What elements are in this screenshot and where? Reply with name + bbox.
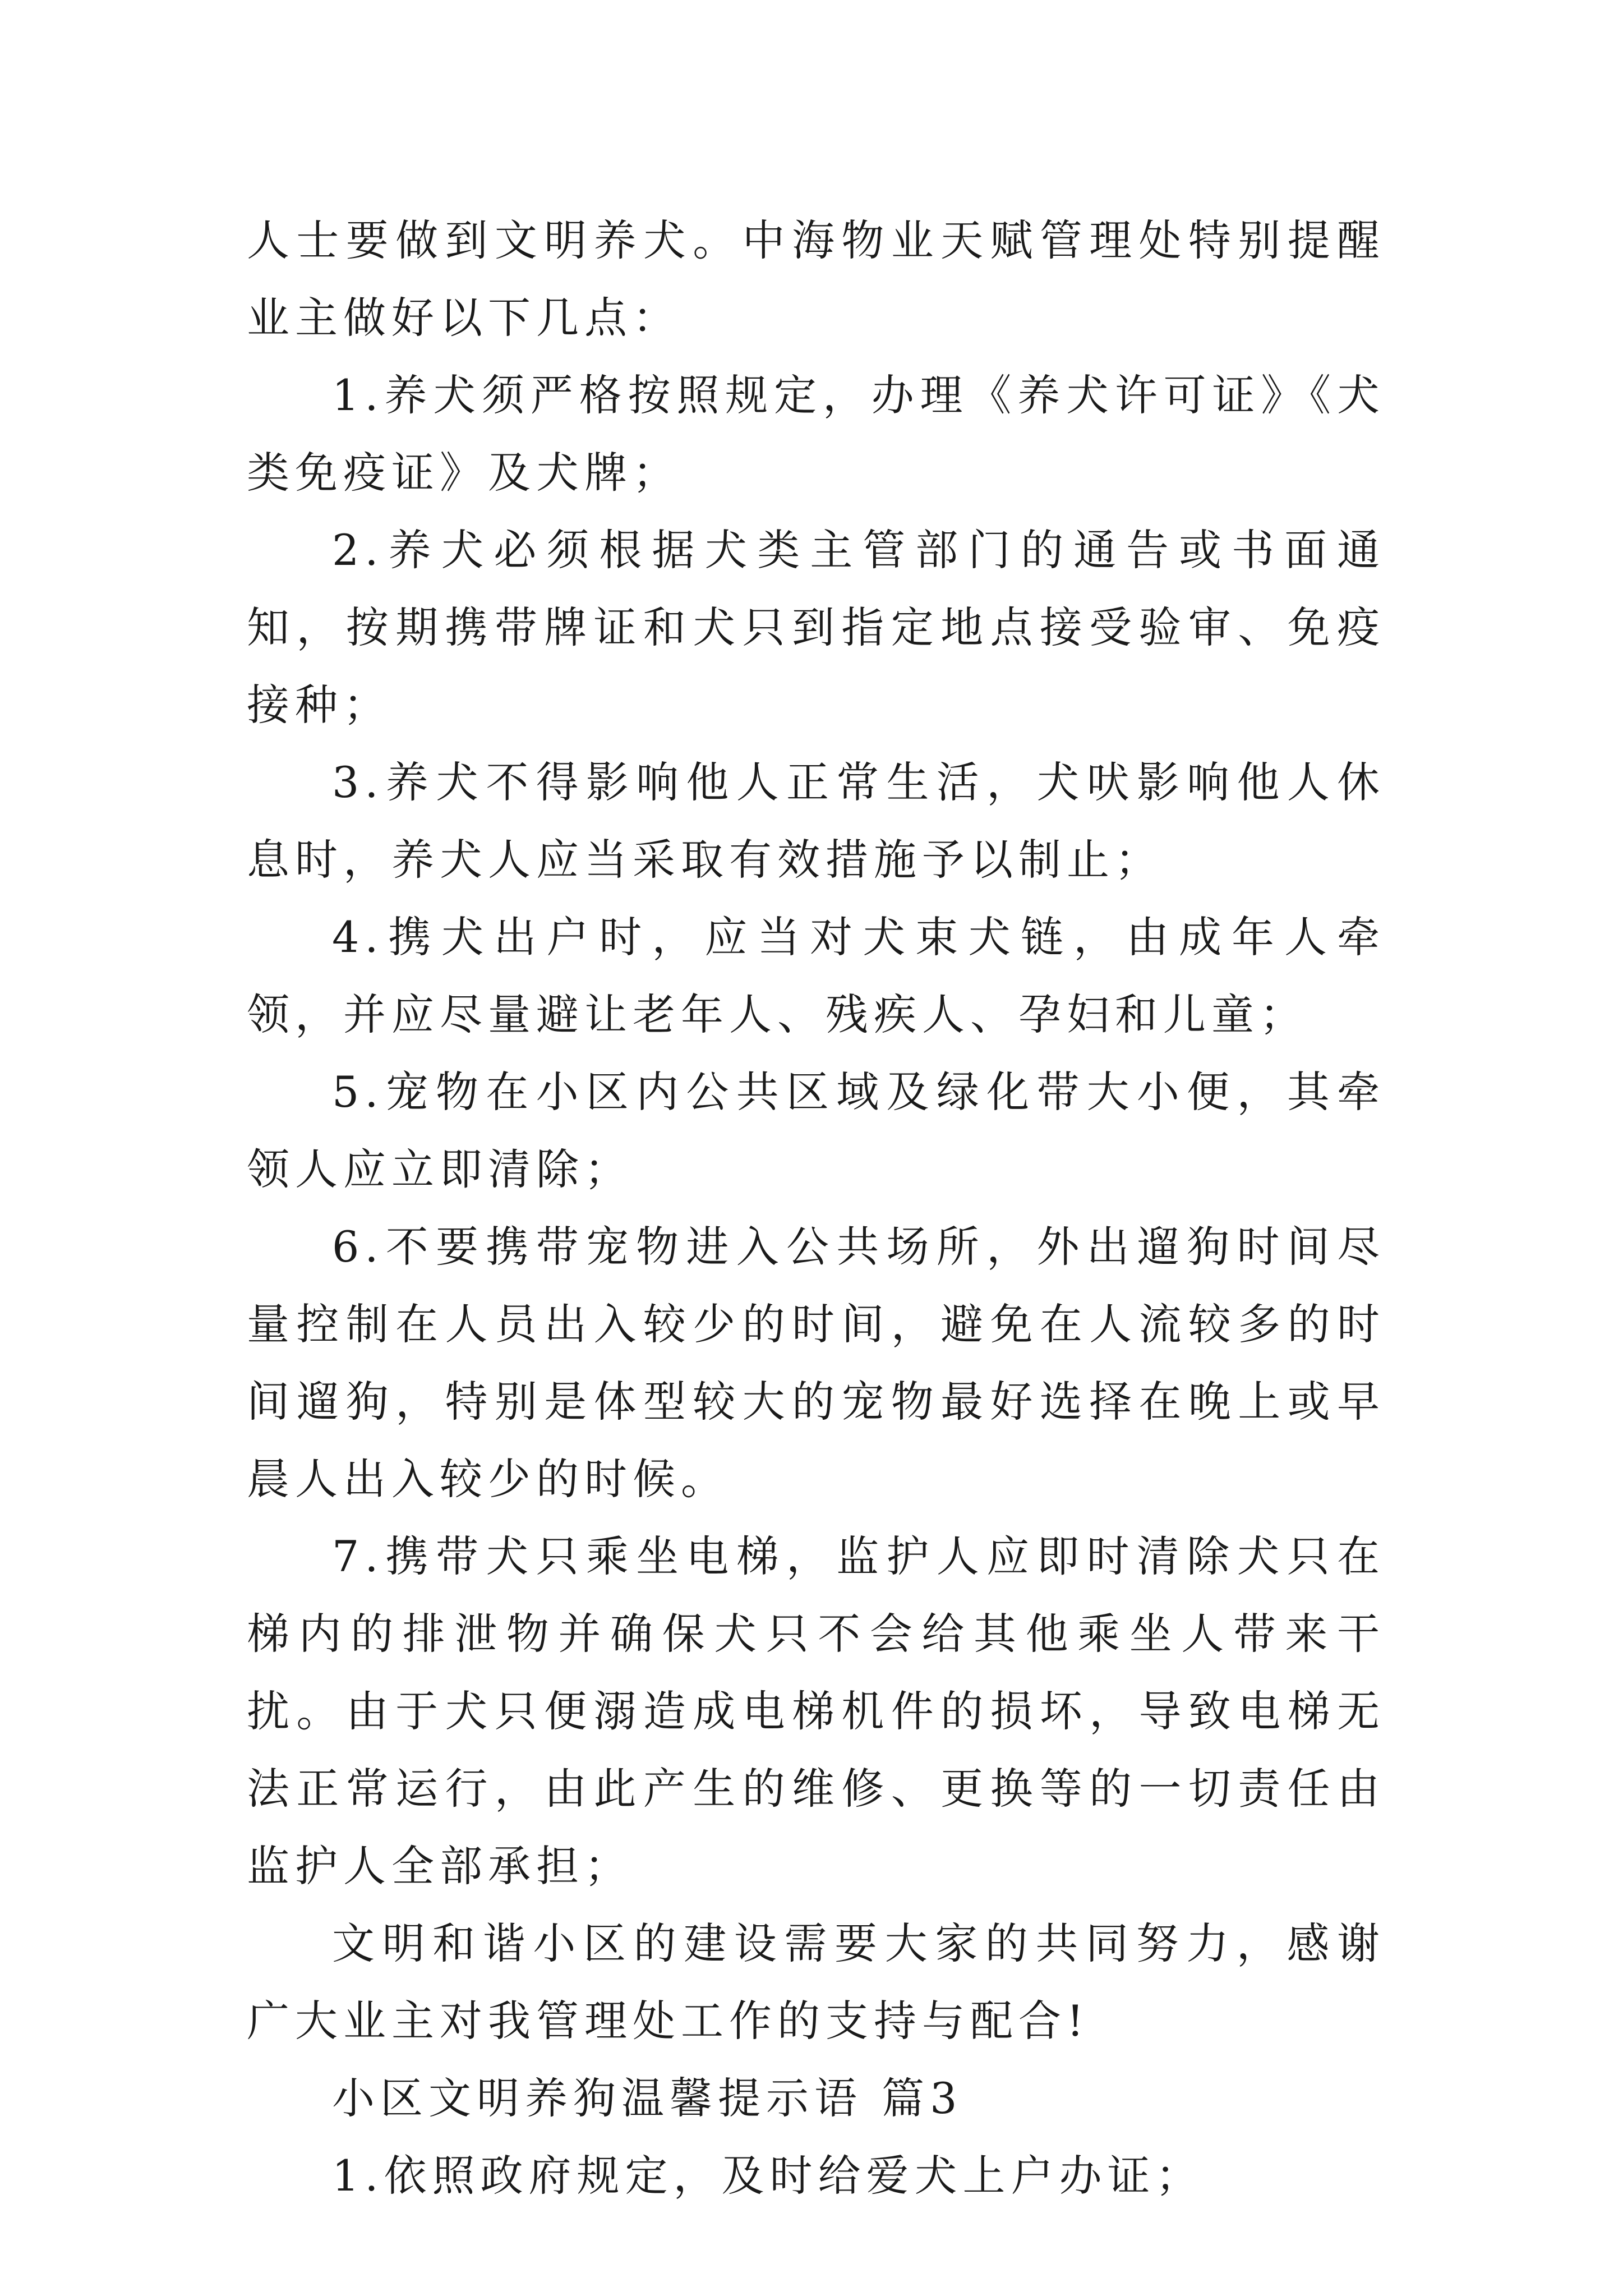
section-heading: 小区文明养狗温馨提示语 篇3 bbox=[332, 2073, 963, 2123]
list-item-3: 3.养犬不得影响他人正常生活，犬吠影响他人休息时，养犬人应当采取有效措施予以制止； bbox=[247, 757, 1385, 885]
list-item-6: 6.不要携带宠物进入公共场所，外出遛狗时间尽量控制在人员出入较少的时间，避免在人流较多的时间遛狗，特别是体型较大的宠物最好选择在晚上或早晨人出入较少的时候。 bbox=[247, 1222, 1385, 1504]
list-item-7: 7.携带犬只乘坐电梯，监护人应即时清除犬只在梯内的排泄物并确保犬只不会给其他乘坐人带来干扰。由于犬只便溺造成电梯机件的损坏，导致电梯无法正常运行，由此产生的维修、更换等的一切责任由监护人全部承担； bbox=[247, 1531, 1385, 1891]
section-list-item-1: 1.依照政府规定，及时给爱犬上户办证； bbox=[332, 2151, 1204, 2201]
list-item-1: 1.养犬须严格按照规定，办理《养犬许可证》《犬类免疫证》及犬牌； bbox=[247, 370, 1385, 498]
list-item-4: 4.携犬出户时，应当对犬束犬链，由成年人牵领，并应尽量避让老年人、残疾人、孕妇和儿童； bbox=[247, 912, 1385, 1039]
paragraph-closing: 文明和谐小区的建设需要大家的共同努力，感谢广大业主对我管理处工作的支持与配合! bbox=[247, 1918, 1385, 2046]
list-item-2: 2.养犬必须根据犬类主管部门的通告或书面通知，按期携带牌证和犬只到指定地点接受验审、免疫接种； bbox=[247, 525, 1385, 730]
paragraph-intro: 人士要做到文明养犬。中海物业天赋管理处特别提醒业主做好以下几点： bbox=[247, 215, 1385, 343]
list-item-5: 5.宠物在小区内公共区域及绿化带大小便，其牵领人应立即清除； bbox=[247, 1067, 1385, 1194]
document-body bbox=[247, 202, 1385, 2215]
